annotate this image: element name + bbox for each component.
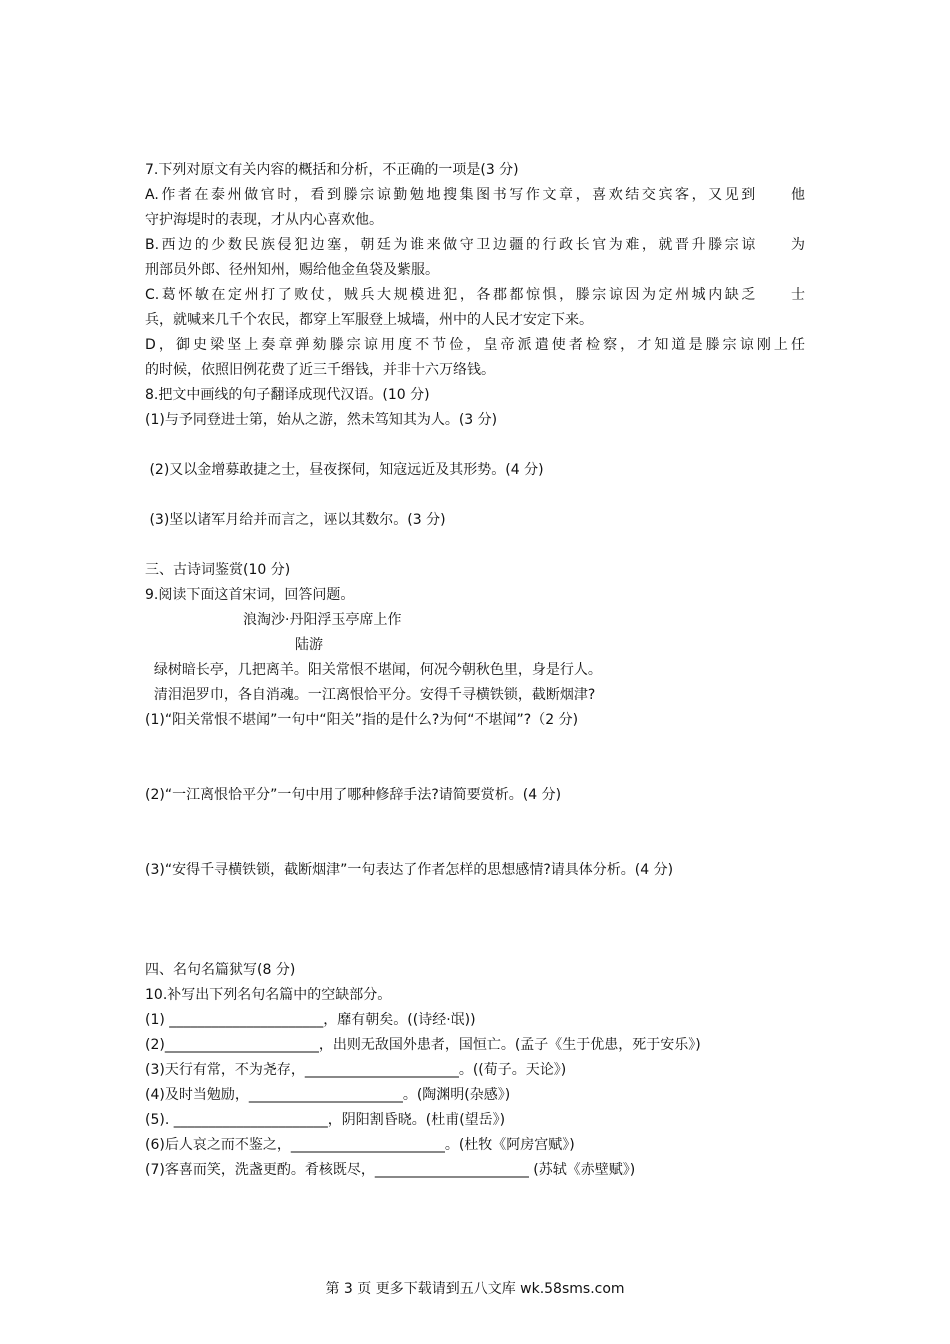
- q7-option-b-line2: 刑部员外郎、径州知州，赐给他金鱼袋及紫服。: [145, 262, 439, 278]
- poem-author: 陆游: [295, 637, 323, 653]
- q7-option-c-line1: C.葛怀敏在定州打了败仗，贼兵大规模进犯，各郡都惊惧，滕宗谅因为定州城内缺乏 士: [145, 287, 805, 303]
- poem-line-1: 绿树暗长亭，几把离羊。阳关常恨不堪闻，何况今朝秋色里，身是行人。: [145, 662, 602, 678]
- fill-blank-3: (3)天行有常，不为尧存，______________________。((荀子。天论》): [145, 1062, 567, 1078]
- fill-blank-1: (1) ______________________，靡有朝矣。((诗经·氓)): [145, 1012, 476, 1028]
- fill-blank-4: (4)及时当勉励，______________________。(陶渊明(杂感》): [145, 1087, 511, 1103]
- q7-option-b-line1: B.西边的少数民族侵犯边塞，朝廷为谁来做守卫边疆的行政长官为难，就晋升滕宗谅 为: [145, 237, 805, 253]
- q7-option-a-line1: A.作者在泰州做官时，看到滕宗谅勤勉地搜集图书写作文章，喜欢结交宾客，又见到 他: [145, 187, 805, 203]
- q7-stem: 7.下列对原文有关内容的概括和分析，不正确的一项是(3 分): [145, 162, 519, 178]
- page-footer: 第 3 页 更多下载请到五八文库 wk.58sms.com: [325, 1281, 625, 1297]
- q7-option-d-line1: D，御史梁坚上奏章弹劾滕宗谅用度不节俭，皇帝派遣使者检察，才知道是滕宗谅刚上任: [145, 337, 805, 353]
- q10-stem: 10.补写出下列名句名篇中的空缺部分。: [145, 987, 392, 1003]
- q9-part-2: (2)“一江离恨恰平分”一句中用了哪种修辞手法?请简要赏析。(4 分): [145, 787, 562, 803]
- q8-sentence-2: (2)又以金增募敢捷之士，昼夜探伺，知寇远近及其形势。(4 分): [145, 462, 544, 478]
- q8-stem: 8.把文中画线的句子翻译成现代汉语。(10 分): [145, 387, 430, 403]
- fill-blank-7: (7)客喜而笑，洗盏更酌。肴核既尽，______________________ (苏轼《赤壁赋》): [145, 1162, 636, 1178]
- q7-option-a-line2: 守护海堤时的表现，才从内心喜欢他。: [145, 212, 383, 228]
- q7-option-c-line2: 兵，就喊来几千个农民，都穿上军服登上城墙，州中的人民才安定下来。: [145, 312, 593, 328]
- section4-title: 四、名句名篇狱写(8 分): [145, 962, 296, 978]
- fill-blank-6: (6)后人哀之而不鉴之，______________________。(杜牧《阿房宫赋》): [145, 1137, 575, 1153]
- q9-part-3: (3)“安得千寻横铁锁，截断烟津”一句表达了作者怎样的思想感情?请具体分析。(4 分): [145, 862, 674, 878]
- q9-stem: 9.阅读下面这首宋词，回答问题。: [145, 587, 355, 603]
- q9-part-1: (1)“阳关常恨不堪闻”一句中“阳关”指的是什么?为何“不堪闻”?（2 分): [145, 712, 579, 728]
- section3-title: 三、古诗词鉴赏(10 分): [145, 562, 291, 578]
- q8-sentence-1: (1)与予同登进士第，始从之游，然未笃知其为人。(3 分): [145, 412, 498, 428]
- fill-blank-5: (5). ______________________，阴阳割昏晓。(杜甫(望岳》): [145, 1112, 506, 1128]
- poem-line-2: 清泪浥罗巾，各自消魂。一江离恨恰平分。安得千寻横铁锁，截断烟津?: [145, 687, 596, 703]
- fill-blank-2: (2)______________________，出则无敌国外患者，国恒亡。(孟子《生于优患，死于安乐》): [145, 1037, 701, 1053]
- q7-option-d-line2: 的时候，依照旧例花费了近三千缗钱，并非十六万络钱。: [145, 362, 495, 378]
- q8-sentence-3: (3)坚以诸军月给并而言之，诬以其数尔。(3 分): [145, 512, 446, 528]
- poem-title: 浪淘沙·丹阳浮玉亭席上作: [243, 612, 402, 628]
